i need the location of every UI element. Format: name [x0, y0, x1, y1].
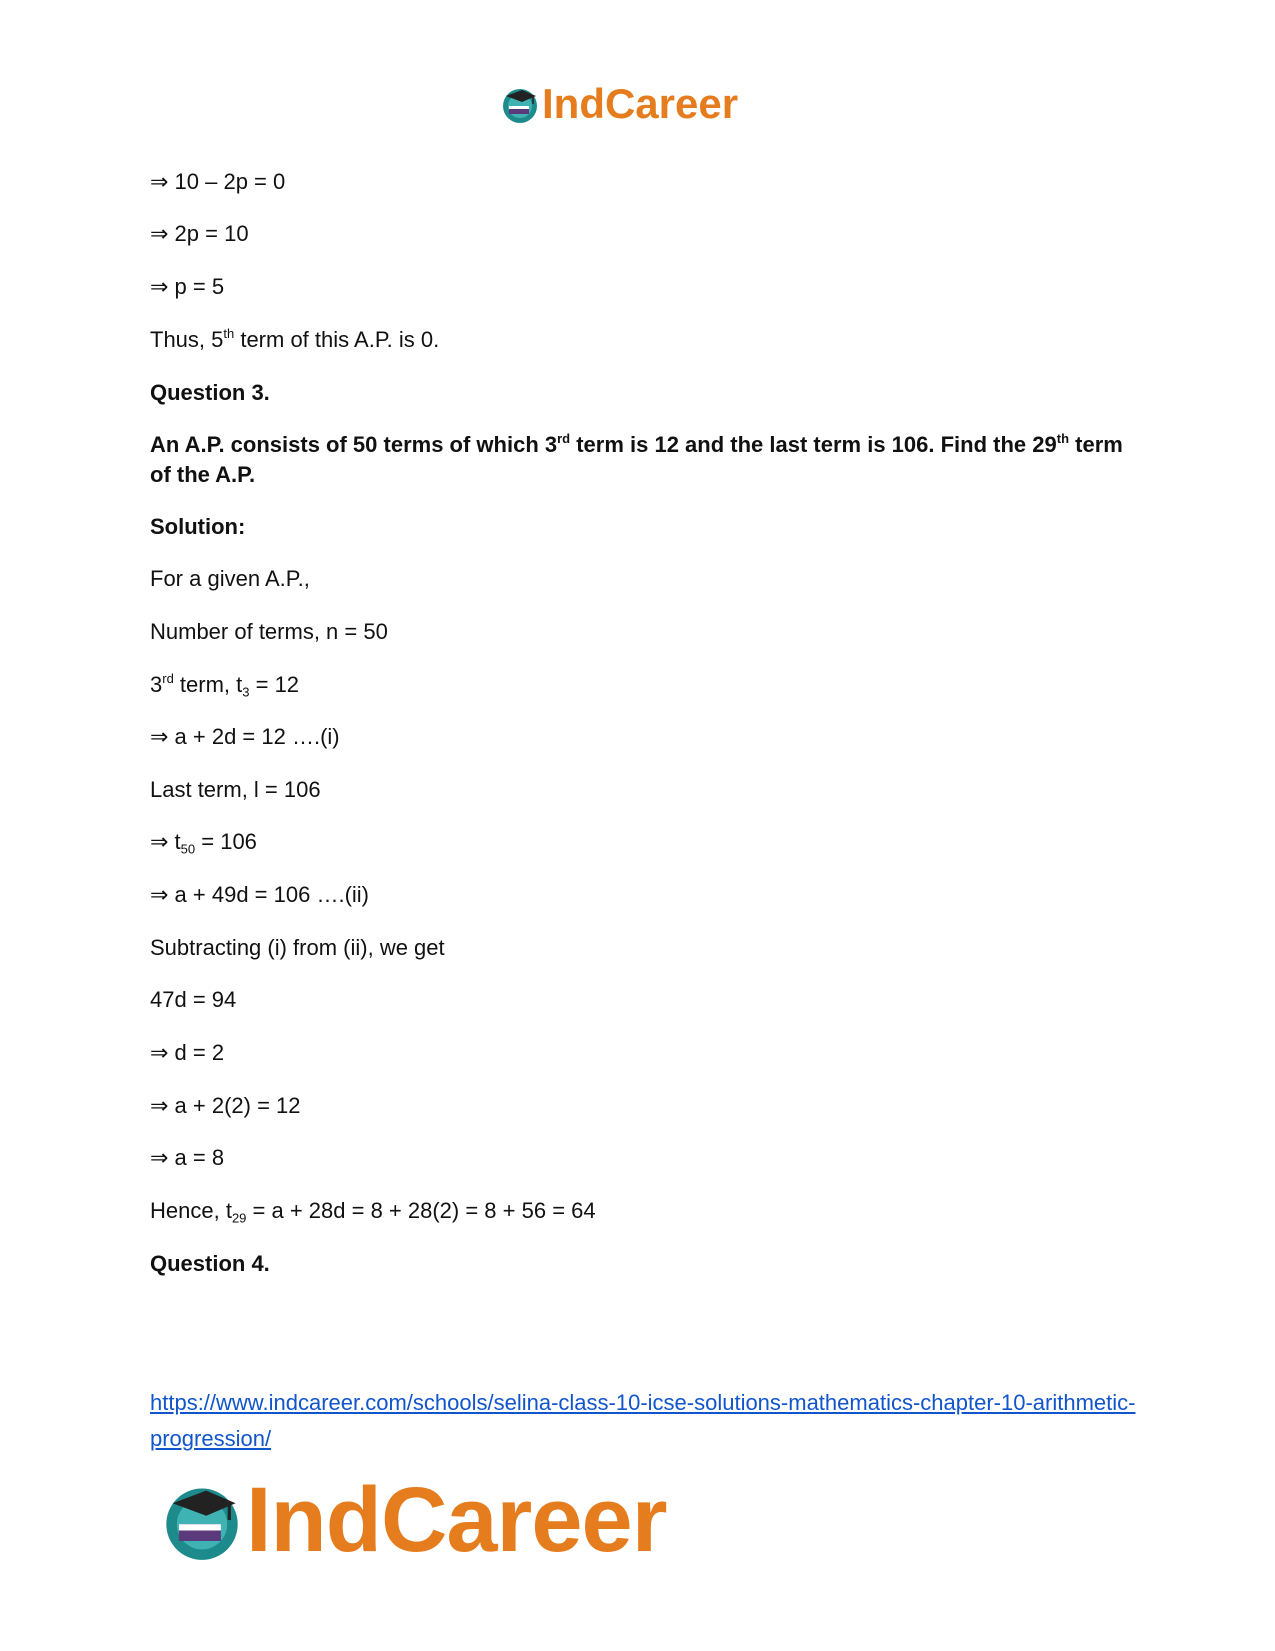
solution-line: ⇒ a + 49d = 106 ….(ii)	[150, 882, 369, 907]
question-title: Question 3.	[150, 380, 270, 405]
solution-heading: Solution:	[150, 514, 246, 539]
step-line: ⇒ 10 – 2p = 0	[150, 169, 286, 194]
logo-wordmark: IndCareer	[246, 1468, 667, 1571]
logo-wordmark: IndCareer	[542, 80, 739, 127]
solution-line: 47d = 94	[150, 987, 237, 1012]
solution-line: ⇒ a + 2(2) = 12	[150, 1093, 301, 1118]
solution-line: ⇒ a + 2d = 12 ….(i)	[150, 724, 340, 749]
solution-line: 3rd term, $t_3 = 12$	[150, 670, 300, 700]
conclusion-line: Thus, 5th term of this A.P. is 0.	[150, 325, 440, 352]
footer-logo	[160, 1470, 667, 1570]
question-title: Question 4.	[150, 1251, 270, 1276]
step-line: ⇒ 2p = 10	[150, 221, 249, 246]
solution-line: Last term, l = 106	[150, 777, 321, 802]
header-logo	[500, 80, 738, 128]
solution-line: For a given A.P.,	[150, 566, 310, 591]
solution-line: Subtracting (i) from (ii), we get	[150, 935, 445, 960]
solution-line: ⇒ a = 8	[150, 1145, 225, 1170]
question-text: An A.P. consists of 50 terms of which 3rd term is 12 and the last term is 106. Find the 29th term of the A.P.	[150, 430, 1123, 487]
source-url-link[interactable]: https://www.indcareer.com/schools/selina-class-10-icse-solutions-mathematics-chapter-10-arithmetic-progression/	[150, 1390, 1136, 1451]
solution-line: ⇒ $t_{50} = 106$	[150, 829, 257, 857]
solution-line: Number of terms, n = 50	[150, 619, 388, 644]
graduation-globe-icon	[160, 1478, 244, 1562]
solution-line: ⇒ d = 2	[150, 1040, 225, 1065]
step-line: ⇒ p = 5	[150, 274, 225, 299]
solution-line: Hence, $t_{29} = a + 28d = 8 + 28(2) = 8 + 56 = 64$	[150, 1198, 596, 1226]
graduation-globe-icon	[500, 84, 540, 124]
